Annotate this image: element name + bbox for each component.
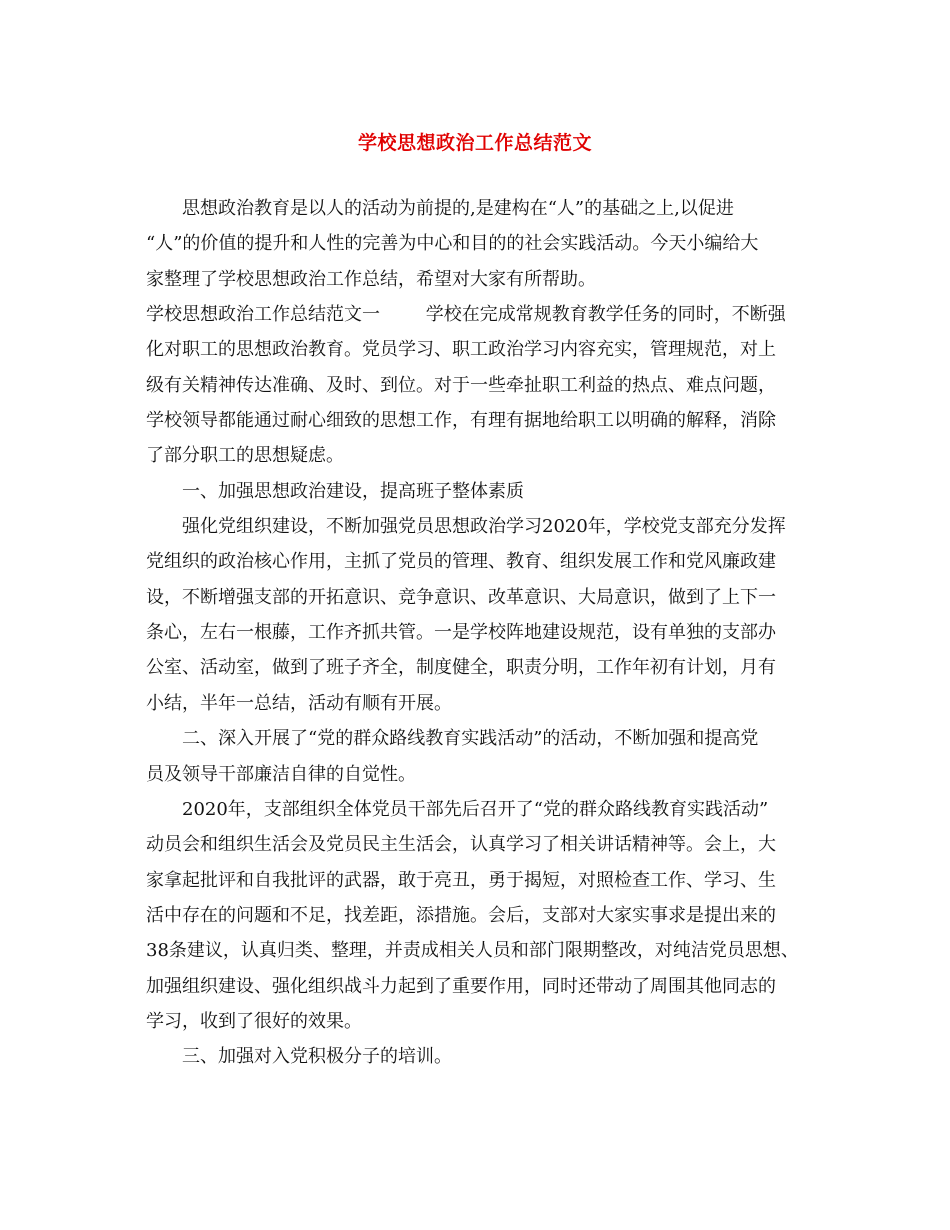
paragraph-line: “人”的价值的提升和人性的完善为中心和目的的社会实践活动。今天小编给大 xyxy=(146,233,759,255)
paragraph-line: 强化党组织建设，不断加强党员思想政治学习2020年，学校党支部充分发挥 xyxy=(182,516,786,538)
paragraph-line: 条心，左右一根藤，工作齐抓共管。一是学校阵地建设规范，设有单独的支部办 xyxy=(146,622,776,644)
paragraph-line: 家整理了学校思想政治工作总结，希望对大家有所帮助。 xyxy=(146,268,596,290)
document-title: 学校思想政治工作总结范文 xyxy=(357,132,592,154)
paragraph-line: 设，不断增强支部的开拓意识、竞争意识、改革意识、大局意识，做到了上下一 xyxy=(146,586,776,608)
section-heading: 员及领导干部廉洁自律的自觉性。 xyxy=(146,763,416,785)
paragraph-line: 学校领导都能通过耐心细致的思想工作，有理有据地给职工以明确的解释，消除 xyxy=(146,410,776,432)
paragraph-line: 党组织的政治核心作用，主抓了党员的管理、教育、组织发展工作和党风廉政建 xyxy=(146,551,776,573)
document-body xyxy=(146,194,816,1078)
paragraph-line: 加强组织建设、强化组织战斗力起到了重要作用，同时还带动了周围其他同志的 xyxy=(146,975,776,997)
paragraph-line: 动员会和组织生活会及党员民主生活会，认真学习了相关讲话精神等。会上，大 xyxy=(146,834,776,856)
paragraph-line: 家拿起批评和自我批评的武器，敢于亮丑，勇于揭短，对照检查工作、学习、生 xyxy=(146,869,776,891)
paragraph-line: 级有关精神传达准确、及时、到位。对于一些牵扯职工利益的热点、难点问题， xyxy=(146,374,776,396)
paragraph-line: 活中存在的问题和不足，找差距，添措施。会后，支部对大家实事求是提出来的 xyxy=(146,904,776,926)
section-heading: 二、深入开展了“党的群众路线教育实践活动”的活动，不断加强和提高党 xyxy=(182,728,759,750)
paragraph-line: 化对职工的思想政治教育。党员学习、职工政治学习内容充实，管理规范，对上 xyxy=(146,339,776,361)
paragraph-line: 了部分职工的思想疑虑。 xyxy=(146,445,344,467)
paragraph-line: 公室、活动室，做到了班子齐全，制度健全，职责分明，工作年初有计划，月有 xyxy=(146,657,776,679)
section-heading: 三、加强对入党积极分子的培训。 xyxy=(182,1046,452,1068)
paragraph-line: 38条建议，认真归类、整理，并责成相关人员和部门限期整改，对纯洁党员思想、 xyxy=(146,940,799,962)
paragraph-line: 小结，半年一总结，活动有顺有开展。 xyxy=(146,692,452,714)
paragraph-line: 学习，收到了很好的效果。 xyxy=(146,1010,362,1032)
paragraph-line: 学校思想政治工作总结范文一 学校在完成常规教育教学任务的同时，不断强 xyxy=(146,304,786,326)
paragraph-line: 2020年，支部组织全体党员干部先后召开了“党的群众路线教育实践活动” xyxy=(182,798,769,820)
paragraph-line: 思想政治教育是以人的活动为前提的,是建构在“人”的基础之上,以促进 xyxy=(182,198,734,219)
section-heading: 一、加强思想政治建设，提高班子整体素质 xyxy=(182,480,524,502)
